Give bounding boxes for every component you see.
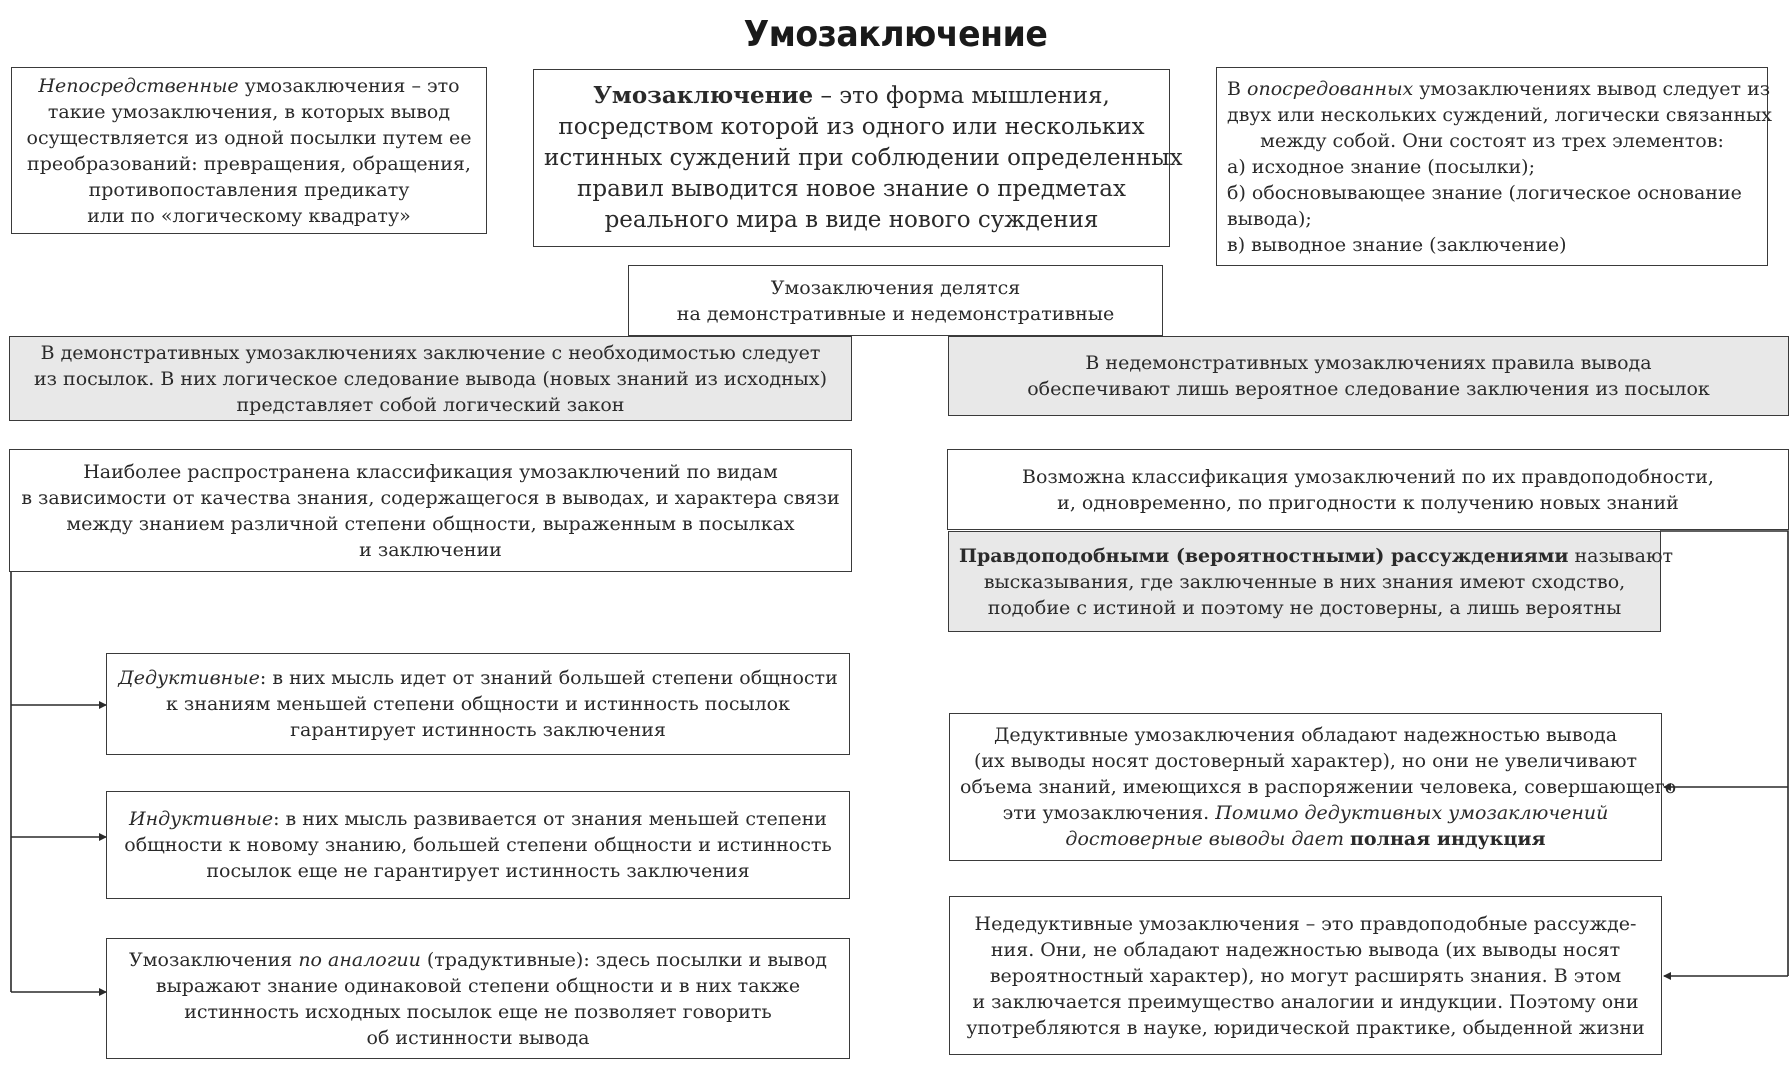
division-box: Умозаключения делятся на демонстративные и недемонстративные [628,265,1163,336]
analogy-term: по аналогии [298,948,421,971]
inductive-term: Индуктивные [129,808,274,830]
nondemonstrative-box: В недемонстративных умозаключениях правила вывода обеспечивают лишь вероятное следование заключения из посылок [948,336,1789,416]
immediate-term: Непосредственные [38,74,239,97]
definition-box: Умозаключение – это форма мышления, посредством которой из одного или нескольких истинных суждений при соблюдении определенных правил выводится новое знание о предметах реального мира в виде нового суждения [533,69,1170,247]
definition-term: Умозаключение [593,82,814,109]
inductive-box: Индуктивные: в них мысль развивается от знания меньшей степени общности к новому знанию, большей степени общности и истинность посылок еще не гарантирует истинность заключения [106,791,850,899]
mediated-term: опосредованных [1247,77,1414,100]
nondeductive-box: Недедуктивные умозаключения – это правдоподобные рассужде- ния. Они, не обладают надежностью вывода (их выводы носят вероятностный характер), но могут расширять знания. В этом и заключается преимущество аналогии и индукции. Поэтому они употребляются в науке, юридической практике, обыденной жизни [949,896,1662,1055]
plausible-term: Правдоподобными (вероятностными) рассуждениями [959,544,1569,567]
full-induction-term: полная индукция [1350,828,1546,850]
analogy-box: Умозаключения по аналогии (традуктивные): здесь посылки и вывод выражают знание одинаковой степени общности и в них также истинность исходных посылок еще не позволяет говорить об истинности вывода [106,938,850,1059]
page-title: Умозаключение [743,14,1048,55]
mediated-inference-box: В опосредованных умозаключениях вывод следует из двух или нескольких суждений, логически связанных между собой. Они состоят из трех элементов: а) исходное знание (посылки); б) обосновывающее знание (логическое основание вывода); в) выводное знание (заключение) [1216,67,1768,266]
deductive-box: Дедуктивные: в них мысль идет от знаний большей степени общности к знаниям меньшей степени общности и истинность посылок гарантирует истинность заключения [106,653,850,755]
classification-kinds-box: Наиболее распространена классификация умозаключений по видам в зависимости от качества знания, содержащегося в выводах, и характера связи между знанием различной степени общности, выраженным в посылках и заключении [9,449,852,572]
right-trunk-line [1660,531,1788,976]
classification-plausibility-box: Возможна классификация умозаключений по их правдоподобности, и, одновременно, по пригодности к получению новых знаний [947,449,1789,530]
deductive-term: Дедуктивные [118,667,260,689]
demonstrative-box: В демонстративных умозаключениях заключение с необходимостью следует из посылок. В них логическое следование вывода (новых знаний из исходных) представляет собой логический закон [9,336,852,421]
plausible-reasoning-box: Правдоподобными (вероятностными) рассуждениями называют высказывания, где заключенные в них знания имеют сходство, подобие с истиной и поэтому не достоверны, а лишь вероятны [948,531,1661,632]
deductive-reliability-box: Дедуктивные умозаключения обладают надежностью вывода (их выводы носят достоверный характер), но они не увеличивают объема знаний, имеющихся в распоряжении человека, совершающего эти умозаключения. Помимо дедуктивных умозаключений достоверные выводы дает полная индукция [949,713,1662,861]
immediate-inference-box: Непосредственные умозаключения – это такие умозаключения, в которых вывод осуществляется из одной посылки путем ее преобразований: превращения, обращения, противопоставления предикату или по «логическому квадрату» [11,67,487,234]
